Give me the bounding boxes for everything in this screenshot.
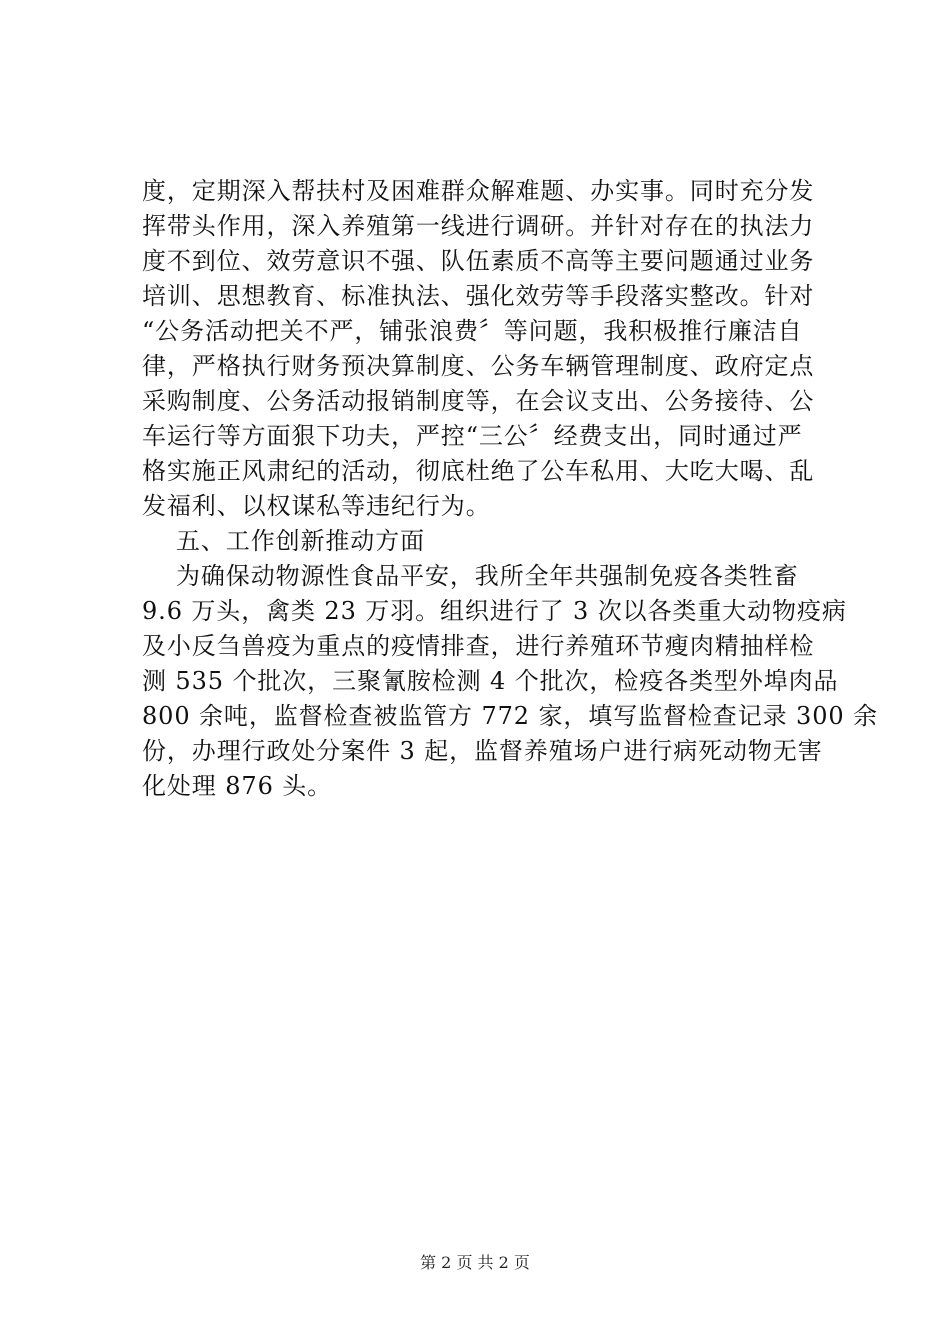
text-line-9: 格实施正风肃纪的活动，彻底杜绝了公车私用、大吃大喝、乱 (142, 457, 815, 485)
text-line-2: 挥带头作用，深入养殖第一线进行调研。并针对存在的执法力 (142, 212, 815, 240)
text-line-6: 律，严格执行财务预决算制度、公务车辆管理制度、政府定点 (142, 352, 815, 380)
text-line-1: 度，定期深入帮扶村及困难群众解难题、办实事。同时充分发 (142, 177, 815, 205)
text-line-14: 及小反刍兽疫为重点的疫情排查，进行养殖环节瘦肉精抽样检 (142, 632, 815, 660)
text-line-10: 发福利、以权谋私等违纪行为。 (142, 492, 491, 520)
section-heading: 五、工作创新推动方面 (176, 527, 425, 555)
text-line-7: 采购制度、公务活动报销制度等，在会议支出、公务接待、公 (142, 387, 815, 415)
text-line-16: 800 余吨，监督检查被监管方 772 家，填写监督检查记录 300 余 (142, 702, 878, 730)
text-line-12: 为确保动物源性食品平安，我所全年共强制免疫各类牲畜 (176, 562, 799, 590)
text-line-17: 份，办理行政处分案件 3 起，监督养殖场户进行病死动物无害 (142, 737, 823, 765)
body-text (142, 174, 878, 804)
text-line-8: 车运行等方面狠下功夫，严控“三公〞经费支出，同时通过严 (142, 422, 803, 450)
text-line-13: 9.6 万头，禽类 23 万羽。组织进行了 3 次以各类重大动物疫病 (142, 597, 847, 625)
text-line-18: 化处理 876 头。 (142, 772, 333, 800)
text-line-5: “公务活动把关不严，铺张浪费〞等问题，我积极推行廉洁自 (142, 317, 803, 345)
text-line-15: 测 535 个批次，三聚氰胺检测 4 个批次，检疫各类型外埠肉品 (142, 667, 839, 695)
text-line-3: 度不到位、效劳意识不强、队伍素质不高等主要问题通过业务 (142, 247, 815, 275)
page-footer: 第 2 页 共 2 页 (420, 1253, 530, 1272)
text-line-4: 培训、思想教育、标准执法、强化效劳等手段落实整改。针对 (142, 282, 815, 310)
